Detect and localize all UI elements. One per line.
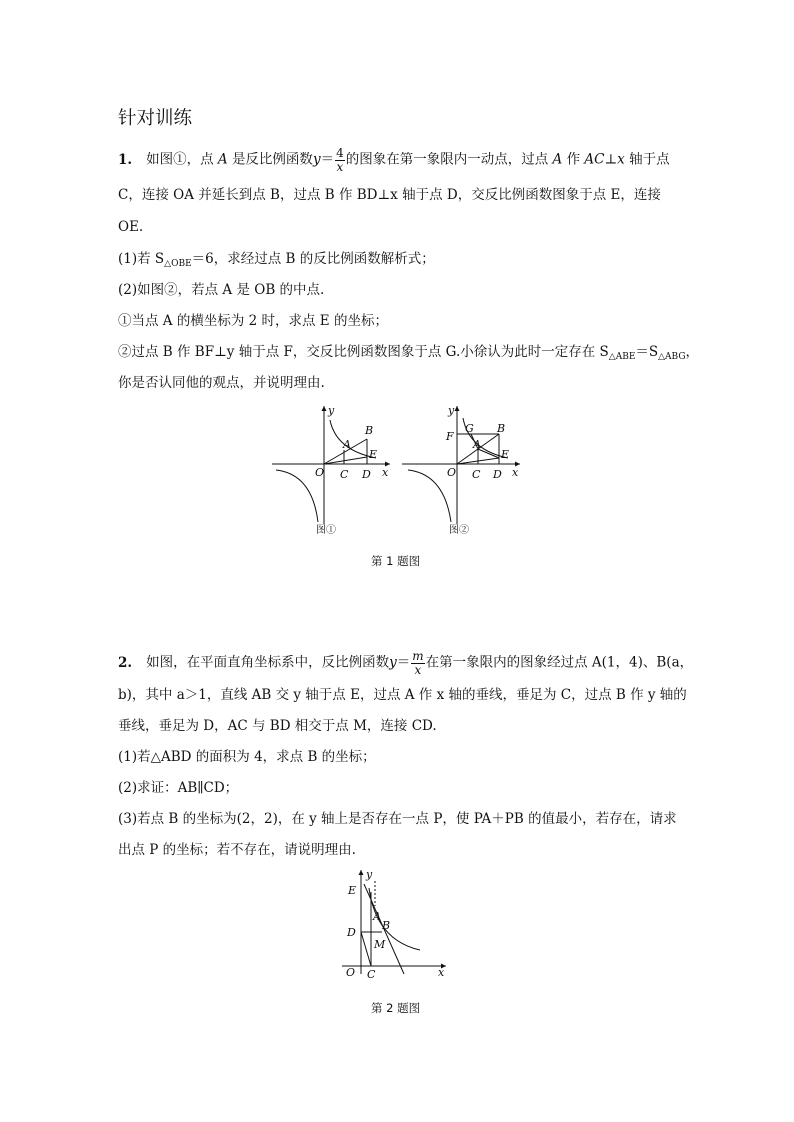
fig2-label-F: F	[446, 430, 454, 443]
curve-branch-2	[408, 470, 451, 522]
curve-branch-2	[276, 470, 318, 522]
fig2-label-G: G	[465, 422, 474, 435]
problem-2-q3: (3)若点 B 的坐标为(2，2)，在 y 轴上是否存在一点 P，使 PA＋PB 的值最小，若存在，请求	[118, 811, 677, 827]
fig3-label-E: E	[348, 884, 357, 897]
figure-1	[272, 402, 392, 536]
figure-1-label: 图①	[316, 525, 336, 536]
figure-caption-2: 第 2 题图	[371, 1001, 421, 1015]
problem-2-q1: (1)若△ABD 的面积为 4，求点 B 的坐标；	[118, 749, 376, 765]
fig3-label-B: B	[382, 919, 391, 932]
fig3-label-M: M	[374, 938, 386, 951]
fig1-label-B: B	[365, 424, 374, 437]
problem-2-number: 2.	[118, 654, 133, 671]
problem-1-line-3: OE.	[118, 219, 144, 235]
problem-2-q2: (2)求证：AB∥CD；	[118, 780, 239, 796]
problem-1-q2-2: ②过点 B 作 BF⊥y 轴于点 F，交反比例函数图象于点 G.小徐认为此时一定存在 $S_{\triangle ABE}=S_{\triangle ABG}$，	[118, 344, 700, 362]
problem-1-line-2: C，连接 OA 并延长到点 B，过点 B 作 BD⊥x 轴于点 D，交反比例函数图象于点 E，连接	[118, 187, 661, 203]
fig2-label-y: y	[448, 404, 455, 417]
fig1-label-A: A	[343, 438, 351, 451]
problem-1-q2: (2)如图②，若点 A 是 OB 的中点.	[118, 282, 325, 298]
fig2-label-D: D	[493, 468, 502, 481]
fig1-label-C: C	[340, 468, 349, 481]
fig1-label-E: E	[369, 448, 378, 461]
fig2-label-C: C	[472, 468, 481, 481]
fraction-m-over-x: $\frac{m}{x}$	[412, 649, 424, 677]
problem-2-line-3: 垂线，垂足为 D，AC 与 BD 相交于点 M，连接 CD.	[118, 718, 437, 734]
problem-2-line-2: b)，其中 a＞1，直线 AB 交 y 轴于点 E，过点 A 作 x 轴的垂线，垂足为 C，过点 B 作 y 轴的	[118, 687, 687, 703]
fig2-label-O: O	[447, 466, 457, 479]
figure-caption-1: 第 1 题图	[371, 554, 421, 568]
figure-2	[402, 402, 522, 536]
fig1-label-x: x	[382, 466, 389, 479]
fig1-label-y: y	[328, 404, 335, 417]
problem-2-line-1: 2. 如图，在平面直角坐标系中，反比例函数y＝ $\frac{m}{x}$ 在第一象限内的图象经过点 A(1，4)、B(a，	[118, 649, 694, 677]
fig3-label-C: C	[367, 968, 376, 981]
problem-1-number: 1.	[118, 151, 133, 168]
fraction-4-over-x: $\frac{4}{x}$	[336, 146, 344, 174]
fig2-label-x: x	[512, 466, 519, 479]
segment-AE	[478, 449, 499, 458]
fig2-label-E: E	[501, 448, 510, 461]
problem-2-q4: 出点 P 的坐标；若不存在，请说明理由.	[118, 842, 356, 858]
fig1-label-O: O	[315, 466, 325, 479]
problem-1-q2-1: ①当点 A 的横坐标为 2 时，求点 E 的坐标；	[118, 313, 388, 329]
fig2-label-A: A	[473, 438, 481, 451]
fig3-label-y: y	[366, 868, 373, 881]
problem-1-q2-3: 你是否认同他的观点，并说明理由.	[118, 375, 325, 391]
problem-1-q1: (1)若 $S_{\triangle OBE}=6$，求经过点 B 的反比例函数解析式；	[118, 251, 435, 269]
fig1-label-D: D	[362, 468, 371, 481]
fig3-label-x: x	[438, 966, 445, 979]
figure-3	[338, 866, 450, 981]
figure-2-label: 图②	[449, 525, 469, 536]
problem-1-line-1: 1. 如图①，点 A 是反比例函数y＝ $\frac{4}{x}$ 的图象在第一象限内一动点，过点 A 作 AC⊥x 轴于点	[118, 146, 670, 174]
fig3-label-O: O	[346, 966, 356, 979]
fig3-label-A: A	[373, 910, 381, 923]
fig3-label-D: D	[347, 926, 356, 939]
segment-CD	[361, 932, 371, 966]
section-heading: 针对训练	[118, 108, 193, 129]
fig2-label-B: B	[497, 422, 506, 435]
